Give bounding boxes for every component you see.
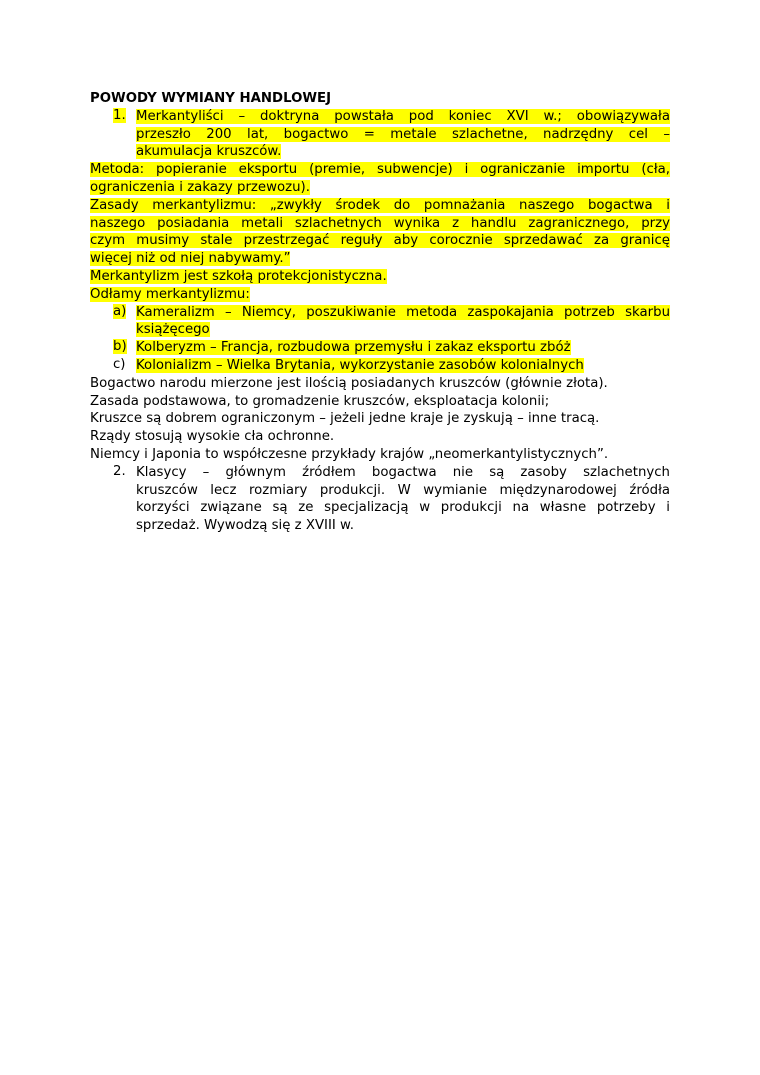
document-body <box>90 90 670 535</box>
sub-item-c <box>90 357 670 375</box>
list-marker: 1. <box>113 107 126 123</box>
paragraph-line: książęcego <box>136 322 210 338</box>
paragraph-line: Kameralizm – Niemcy, poszukiwanie metoda zaspokajania potrzeb skarbu <box>136 304 670 320</box>
paragraph-line: przeszło 200 lat, bogactwo = metale szlachetne, nadrzędny cel – <box>136 126 670 142</box>
paragraph-line: Zasady merkantylizmu: „zwykły środek do pomnażania naszego bogactwa i <box>90 197 670 213</box>
paragraph-line: Klasycy – głównym źródłem bogactwa nie są zasoby szlachetnych <box>136 464 670 480</box>
paragraph-line: Kolonializm – Wielka Brytania, wykorzystanie zasobów kolonialnych <box>136 357 584 373</box>
paragraph-line: Metoda: popieranie eksportu (premie, subwencje) i ograniczanie importu (cła, <box>90 162 670 178</box>
paragraph-line: Kruszce są dobrem ograniczonym – jeżeli jedne kraje je zyskują – inne tracą. <box>90 411 600 427</box>
paragraph-line: kruszców lecz rozmiary produkcji. W wymianie międzynarodowej źródła <box>136 482 670 498</box>
paragraph-zasady <box>90 197 670 268</box>
sub-item-a <box>90 304 670 340</box>
paragraph-line: Zasada podstawowa, to gromadzenie kruszców, eksploatacja kolonii; <box>90 393 550 409</box>
paragraph-metoda <box>90 161 670 197</box>
paragraph-line: Kolberyzm – Francja, rozbudowa przemysłu i zakaz eksportu zbóż <box>136 340 571 356</box>
paragraph-protekcjonizm: Merkantylizm jest szkołą protekcjonistyczna. <box>90 268 387 284</box>
paragraph-line: Rządy stosują wysokie cła ochronne. <box>90 429 335 445</box>
list-marker: c) <box>113 356 126 372</box>
numbered-item-2 <box>90 464 670 535</box>
sub-item-b <box>90 339 670 357</box>
paragraph-line: naszego posiadania metali szlachetnych wynika z handlu zagranicznego, przy <box>90 215 670 231</box>
paragraph-line: Niemcy i Japonia to współczesne przykłady krajów „neomerkantylistycznych”. <box>90 446 609 462</box>
list-marker: b) <box>113 339 127 355</box>
list-marker: 2. <box>113 463 126 479</box>
paragraph-line: ograniczenia i zakazy przewozu). <box>90 179 310 195</box>
paragraph-odlamy: Odłamy merkantylizmu: <box>90 286 250 302</box>
paragraph-line: Merkantyliści – doktryna powstała pod koniec XVI w.; obowiązywała <box>136 108 670 124</box>
paragraph-line: sprzedaż. Wywodzą się z XVIII w. <box>136 518 354 534</box>
document-title: POWODY WYMIANY HANDLOWEJ <box>90 91 332 106</box>
paragraph-line: czym musimy stale przestrzegać reguły aby corocznie sprzedawać za granicę <box>90 233 670 249</box>
paragraph-line: akumulacja kruszców. <box>136 144 282 160</box>
numbered-item-1 <box>90 108 670 161</box>
list-marker: a) <box>113 303 127 319</box>
paragraph-line: Bogactwo narodu mierzone jest ilością posiadanych kruszców (głównie złota). <box>90 375 608 391</box>
paragraph-line: więcej niż od niej nabywamy.” <box>90 251 291 267</box>
paragraph-line: korzyści związane są ze specjalizacją w produkcji na własne potrzeby i <box>136 500 670 516</box>
paragraph-plain <box>90 375 670 464</box>
